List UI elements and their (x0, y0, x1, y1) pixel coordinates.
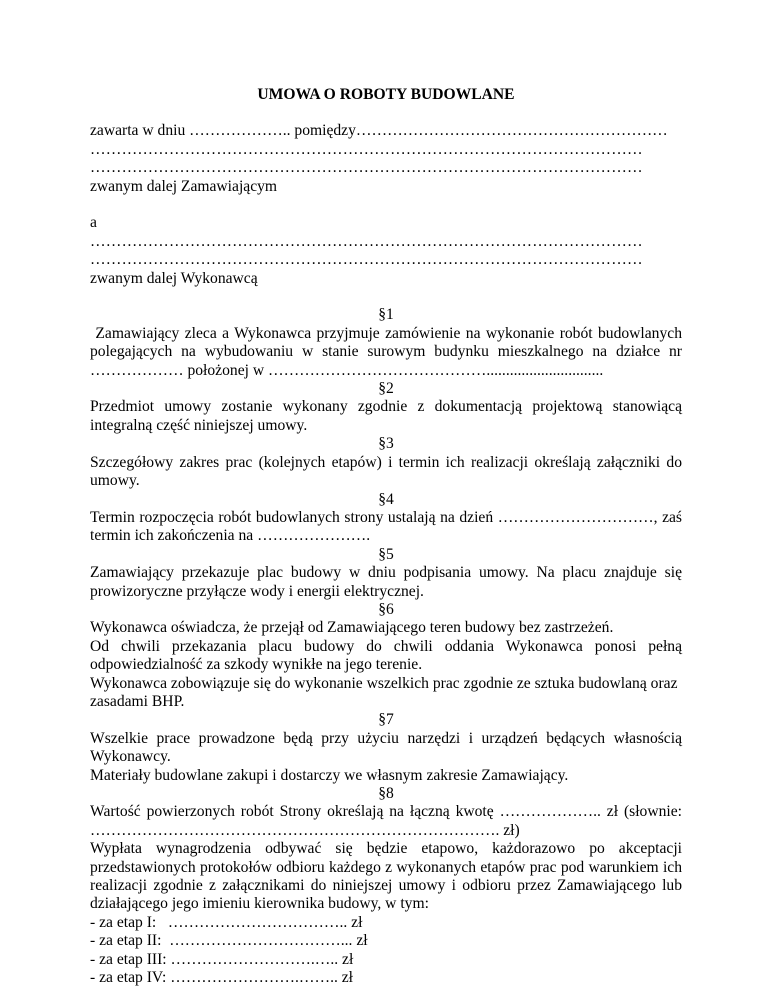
section-8-heading: §8 (378, 785, 394, 802)
section-6-text: odpowiedzialność za szkody wynikłe na jego terenie. (90, 656, 423, 674)
client-label: zwanym dalej Zamawiającym (90, 177, 278, 195)
intro-blank-line: …………………………………………………………………………………………… (90, 140, 643, 158)
section-5-text: prowizoryczne przyłącze wody i energii elektrycznej. (90, 582, 424, 600)
section-8-text: Wartość powierzonych robót Strony określają na łączną kwotę ……………….. zł (słownie: (90, 803, 682, 821)
section-7-text: Wykonawcy. (90, 748, 171, 766)
section-8-text: Wypłata wynagrodzenia odbywać się będzie etapowo, każdorazowo po akceptacji (90, 840, 682, 858)
section-6-text: Wykonawca oświadcza, że przejął od Zamawiającego teren budowy bez zastrzeżeń. (90, 619, 614, 637)
section-8-text: przedstawionych protokołów odbioru każdego z wykonanych etapów prac pod warunkiem ich (90, 858, 682, 876)
document-title: UMOWA O ROBOTY BUDOWLANE (257, 86, 515, 103)
section-5-heading: §5 (378, 545, 394, 563)
section-5-text: Zamawiający przekazuje plac budowy w dniu podpisania umowy. Na placu znajduje się (90, 564, 682, 582)
section-8-text: realizacji zgodnie z załącznikami do niniejszej umowy i odbioru przez Zamawiającego lub (90, 877, 682, 895)
intro-date-line: zawarta w dniu ……………….. pomiędzy…………………………………………………… (90, 122, 668, 140)
stage-payment-item: - za etap III: ……………………….….. zł (90, 950, 354, 968)
section-7-heading: §7 (378, 711, 394, 729)
section-3-text: Szczegółowy zakres prac (kolejnych etapów) i termin ich realizacji określają załączniki do (90, 453, 682, 471)
section-6-heading: §6 (378, 600, 394, 618)
section-4-text: Termin rozpoczęcia robót budowlanych strony ustalają na dzień …………………………, zaś (90, 508, 682, 526)
section-4-text: termin ich zakończenia na …………………. (90, 527, 371, 545)
section-7-text: Materiały budowlane zakupi i dostarczy we własnym zakresie Zamawiający. (90, 766, 569, 784)
section-1-text: Zamawiający zleca a Wykonawca przyjmuje zamówienie na wykonanie robót budowlanych (90, 324, 682, 342)
section-3-heading: §3 (378, 435, 394, 453)
section-2-text: integralną część niniejszej umowy. (90, 416, 308, 434)
contract-document (90, 80, 682, 987)
section-8-text: ……………………………………………………………………. zł) (90, 821, 520, 839)
contractor-label: zwanym dalej Wykonawcą (90, 269, 258, 287)
section-4-heading: §4 (378, 490, 394, 508)
intro-blank-line: …………………………………………………………………………………………… (90, 232, 643, 250)
section-6-text: Wykonawca zobowiązuje się do wykonanie wszelkich prac zgodnie ze sztuka budowlaną oraz (90, 674, 678, 692)
section-7-text: Wszelkie prace prowadzone będą przy użyciu narzędzi i urządzeń będących własnością (90, 729, 682, 747)
intro-blank-line: …………………………………………………………………………………………… (90, 251, 643, 269)
intro-blank-line: …………………………………………………………………………………………… (90, 159, 643, 177)
section-2-text: Przedmiot umowy zostanie wykonany zgodnie z dokumentacją projektową stanowiącą (90, 398, 682, 416)
section-2-heading: §2 (378, 380, 394, 398)
conjunction-a: a (90, 214, 97, 232)
stage-payment-item: - za etap II: ……………………………... zł (90, 932, 368, 950)
stage-payment-item: - za etap IV: …………………….…….. zł (90, 969, 354, 987)
section-1-heading: §1 (378, 306, 394, 324)
section-6-text: Od chwili przekazania placu budowy do chwili oddania Wykonawca ponosi pełną (90, 637, 682, 655)
stage-payment-item: - za etap I: …………………………….. zł (90, 913, 363, 931)
section-3-text: umowy. (90, 472, 140, 490)
section-1-text: polegających na wybudowaniu w stanie surowym budynku mieszkalnego na działce nr (90, 343, 682, 361)
section-6-text: zasadami BHP. (90, 692, 185, 710)
section-1-text: ……………… położonej w …………………………………….............................. (90, 361, 604, 379)
section-8-text: działającego jego imieniu kierownika budowy, w tym: (90, 895, 429, 913)
